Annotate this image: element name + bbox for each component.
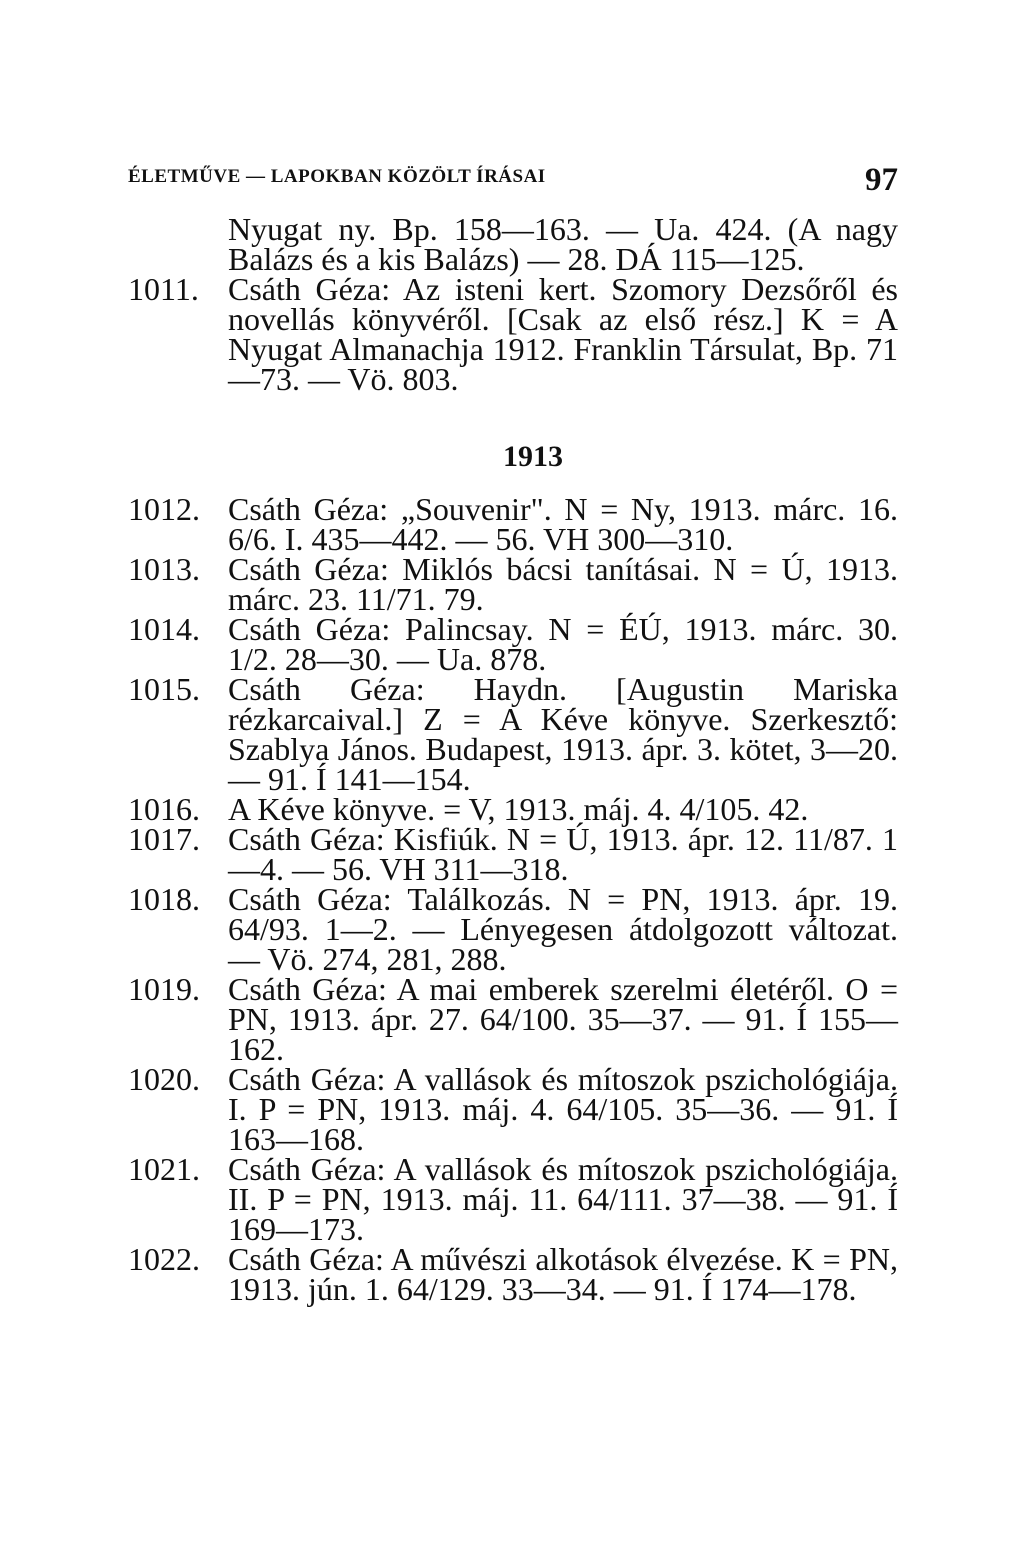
- entry-number: 1018.: [128, 881, 200, 917]
- entry-text: Nyugat ny. Bp. 158—163. — Ua. 424. (A nagy Balázs és a kis Balázs) — 28. DÁ 115—125.: [228, 211, 898, 277]
- entry-1012: [128, 491, 898, 557]
- entry-number: 1017.: [128, 821, 200, 857]
- entry-1022: [128, 1241, 898, 1307]
- entry-number: 1012.: [128, 491, 200, 527]
- entry-text: Csáth Géza: A művészi alkotások élvezése. K = PN, 1913. jún. 1. 64/129. 33—34. — 91. Í 174—178.: [228, 1241, 898, 1307]
- entry-1021: [128, 1151, 898, 1247]
- entry-text: Csáth Géza: Miklós bácsi tanításai. N = Ú, 1913. márc. 23. 11/71. 79.: [228, 551, 898, 617]
- entry-text: Csáth Géza: Haydn. [Augustin Mariska rézkarcaival.] Z = A Kéve könyve. Szerkesztő: Szablya János. Budapest, 1913. ápr. 3. kötet, 3—20. — 91. Í 141—154.: [228, 671, 898, 797]
- entry-text: Csáth Géza: Palincsay. N = ÉÚ, 1913. márc. 30. 1/2. 28—30. — Ua. 878.: [228, 611, 898, 677]
- entry-1019: [128, 971, 898, 1067]
- running-head: [128, 162, 898, 206]
- entry-text: Csáth Géza: „Souvenir". N = Ny, 1913. márc. 16. 6/6. I. 435—442. — 56. VH 300—310.: [228, 491, 898, 557]
- entry-text: A Kéve könyve. = V, 1913. máj. 4. 4/105. 42.: [228, 791, 809, 827]
- entry-text: Csáth Géza: A vallások és mítoszok pszichológiája. II. P = PN, 1913. máj. 11. 64/111. 37—38. — 91. Í 169—173.: [228, 1151, 898, 1247]
- year-heading: 1913: [503, 440, 563, 473]
- entry-number: 1022.: [128, 1241, 200, 1277]
- entry-text: Csáth Géza: Az isteni kert. Szomory Dezsőről és novellás könyvéről. [Csak az első rész.] K = A Nyugat Almanachja 1912. Franklin Társulat, Bp. 71—73. — Vö. 803.: [228, 271, 898, 397]
- entry-1014: [128, 611, 898, 677]
- entry-number: 1020.: [128, 1061, 200, 1097]
- page-number: 97: [865, 162, 898, 198]
- entry-text: Csáth Géza: A mai emberek szerelmi életéről. O = PN, 1913. ápr. 27. 64/100. 35—37. — 91. Í 155—162.: [228, 971, 898, 1067]
- entry-number: 1021.: [128, 1151, 200, 1187]
- entry-1017: [128, 821, 898, 887]
- entry-1011: [128, 271, 898, 397]
- entry-1020: [128, 1061, 898, 1157]
- entry-1015: [128, 671, 898, 797]
- entry-1013: [128, 551, 898, 617]
- entry-continuation: [128, 211, 898, 277]
- entry-text: Csáth Géza: Kisfiúk. N = Ú, 1913. ápr. 12. 11/87. 1—4. — 56. VH 311—318.: [228, 821, 898, 887]
- entry-number: 1016.: [128, 791, 200, 827]
- entry-number: 1014.: [128, 611, 200, 647]
- entry-1018: [128, 881, 898, 977]
- running-title: ÉLETMŰVE — LAPOKBAN KÖZÖLT ÍRÁSAI: [128, 166, 546, 187]
- entry-1016: [128, 791, 898, 827]
- entry-text: Csáth Géza: Találkozás. N = PN, 1913. ápr. 19. 64/93. 1—2. — Lényegesen átdolgozott változat. — Vö. 274, 281, 288.: [228, 881, 898, 977]
- bibliography-entries: [128, 211, 898, 1307]
- entry-number: 1011.: [128, 271, 199, 307]
- entry-number: 1015.: [128, 671, 200, 707]
- entry-text: Csáth Géza: A vallások és mítoszok pszichológiája. I. P = PN, 1913. máj. 4. 64/105. 35—36. — 91. Í 163—168.: [228, 1061, 898, 1157]
- entry-number: 1019.: [128, 971, 200, 1007]
- entry-number: 1013.: [128, 551, 200, 587]
